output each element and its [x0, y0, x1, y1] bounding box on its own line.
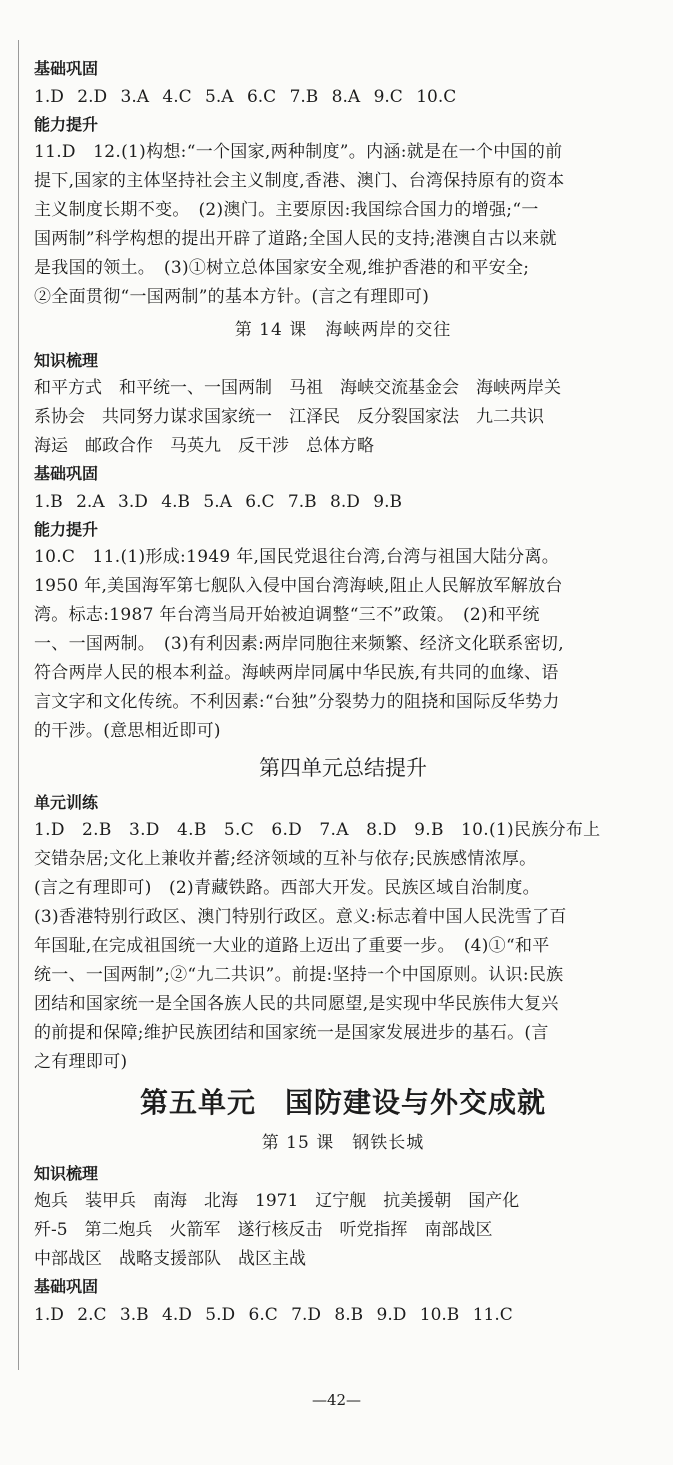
- jichu-heading: 基础巩固: [34, 464, 99, 483]
- answer-line: 提下,国家的主体坚持社会主义制度,香港、澳门、台湾保持原有的资本: [34, 171, 565, 191]
- answer-line: 年国耻,在完成祖国统一大业的道路上迈出了重要一步。 (4)①“和平: [34, 936, 550, 956]
- answer-line: 统一、一国两制”;②“九二共识”。前提:坚持一个中国原则。认识:民族: [34, 965, 564, 985]
- answer-line: 符合两岸人民的根本利益。海峡两岸同属中华民族,有共同的血缘、语: [34, 663, 559, 683]
- answer-line: 一、一国两制。 (3)有利因素:两岸同胞往来频繁、经济文化联系密切,: [34, 634, 564, 654]
- answer-line: 湾。标志:1987 年台湾当局开始被迫调整“三不”政策。 (2)和平统: [34, 605, 540, 625]
- jichu-heading: 基础巩固: [34, 1277, 99, 1296]
- lesson-title: 第 15 课 钢铁长城: [261, 1133, 425, 1153]
- answer-line: ②全面贯彻“一国两制”的基本方针。(言之有理即可): [34, 287, 430, 307]
- answer-line: 之有理即可): [34, 1052, 128, 1072]
- jichu-heading: 基础巩固: [34, 59, 99, 78]
- zhishi-heading: 知识梳理: [34, 351, 99, 370]
- lesson-title: 第 14 课 海峡两岸的交往: [234, 320, 452, 340]
- answer-line: 11.D 12.(1)构想:“一个国家,两种制度”。内涵:就是在一个中国的前: [34, 142, 563, 162]
- answer-line: 交错杂居;文化上兼收并蓄;经济领域的互补与依存;民族感情浓厚。: [34, 849, 537, 869]
- binding-margin-line: [18, 40, 19, 1370]
- answer-line: 主义制度长期不变。 (2)澳门。主要原因:我国综合国力的增强;“一: [34, 200, 539, 220]
- terms-line: 炮兵 装甲兵 南海 北海 1971 辽宁舰 抗美援朝 国产化: [34, 1191, 520, 1211]
- zhishi-heading: 知识梳理: [34, 1164, 99, 1183]
- jichu-answers: 1.D 2.C 3.B 4.D 5.D 6.C 7.D 8.B 9.D 10.B 11.C: [34, 1305, 513, 1325]
- unit-summary-title: 第四单元总结提升: [259, 756, 427, 780]
- terms-line: 海运 邮政合作 马英九 反干涉 总体方略: [34, 436, 374, 456]
- page-number: —42—: [311, 1391, 362, 1409]
- jichu-answers: 1.D 2.D 3.A 4.C 5.A 6.C 7.B 8.A 9.C 10.C: [34, 87, 457, 107]
- answer-line: (言之有理即可) (2)青藏铁路。西部大开发。民族区域自治制度。: [34, 878, 540, 898]
- answer-line: 10.C 11.(1)形成:1949 年,国民党退往台湾,台湾与祖国大陆分离。: [34, 547, 560, 567]
- terms-line: 歼-5 第二炮兵 火箭军 遂行核反击 听党指挥 南部战区: [34, 1220, 493, 1240]
- answer-line: 1950 年,美国海军第七舰队入侵中国台湾海峡,阻止人民解放军解放台: [34, 576, 563, 596]
- answer-line: (3)香港特别行政区、澳门特别行政区。意义:标志着中国人民洗雪了百: [34, 907, 567, 927]
- answer-line: 团结和国家统一是全国各族人民的共同愿望,是实现中华民族伟大复兴: [34, 994, 559, 1014]
- answer-line: 的前提和保障;维护民族团结和国家统一是国家发展进步的基石。(言: [34, 1023, 549, 1043]
- unit-training-heading: 单元训练: [34, 793, 99, 812]
- answer-line: 国两制”科学构想的提出开辟了道路;全国人民的支持;港澳自古以来就: [34, 229, 557, 249]
- terms-line: 和平方式 和平统一、一国两制 马祖 海峡交流基金会 海峡两岸关: [34, 378, 561, 398]
- answer-line: 言文字和文化传统。不利因素:“台独”分裂势力的阻挠和国际反华势力: [34, 692, 560, 712]
- terms-line: 中部战区 战略支援部队 战区主战: [34, 1249, 306, 1269]
- unit-title: 第五单元 国防建设与外交成就: [139, 1086, 546, 1119]
- answer-line: 的干涉。(意思相近即可): [34, 721, 221, 741]
- jichu-answers: 1.B 2.A 3.D 4.B 5.A 6.C 7.B 8.D 9.B: [34, 492, 402, 512]
- terms-line: 系协会 共同努力谋求国家统一 江泽民 反分裂国家法 九二共识: [34, 407, 544, 427]
- answer-line: 是我国的领土。 (3)①树立总体国家安全观,维护香港的和平安全;: [34, 258, 530, 278]
- nengli-heading: 能力提升: [34, 520, 99, 539]
- nengli-heading: 能力提升: [34, 115, 99, 134]
- answer-line: 1.D 2.B 3.D 4.B 5.C 6.D 7.A 8.D 9.B 10.(1)民族分布上: [34, 820, 601, 840]
- answer-page: [34, 56, 652, 1330]
